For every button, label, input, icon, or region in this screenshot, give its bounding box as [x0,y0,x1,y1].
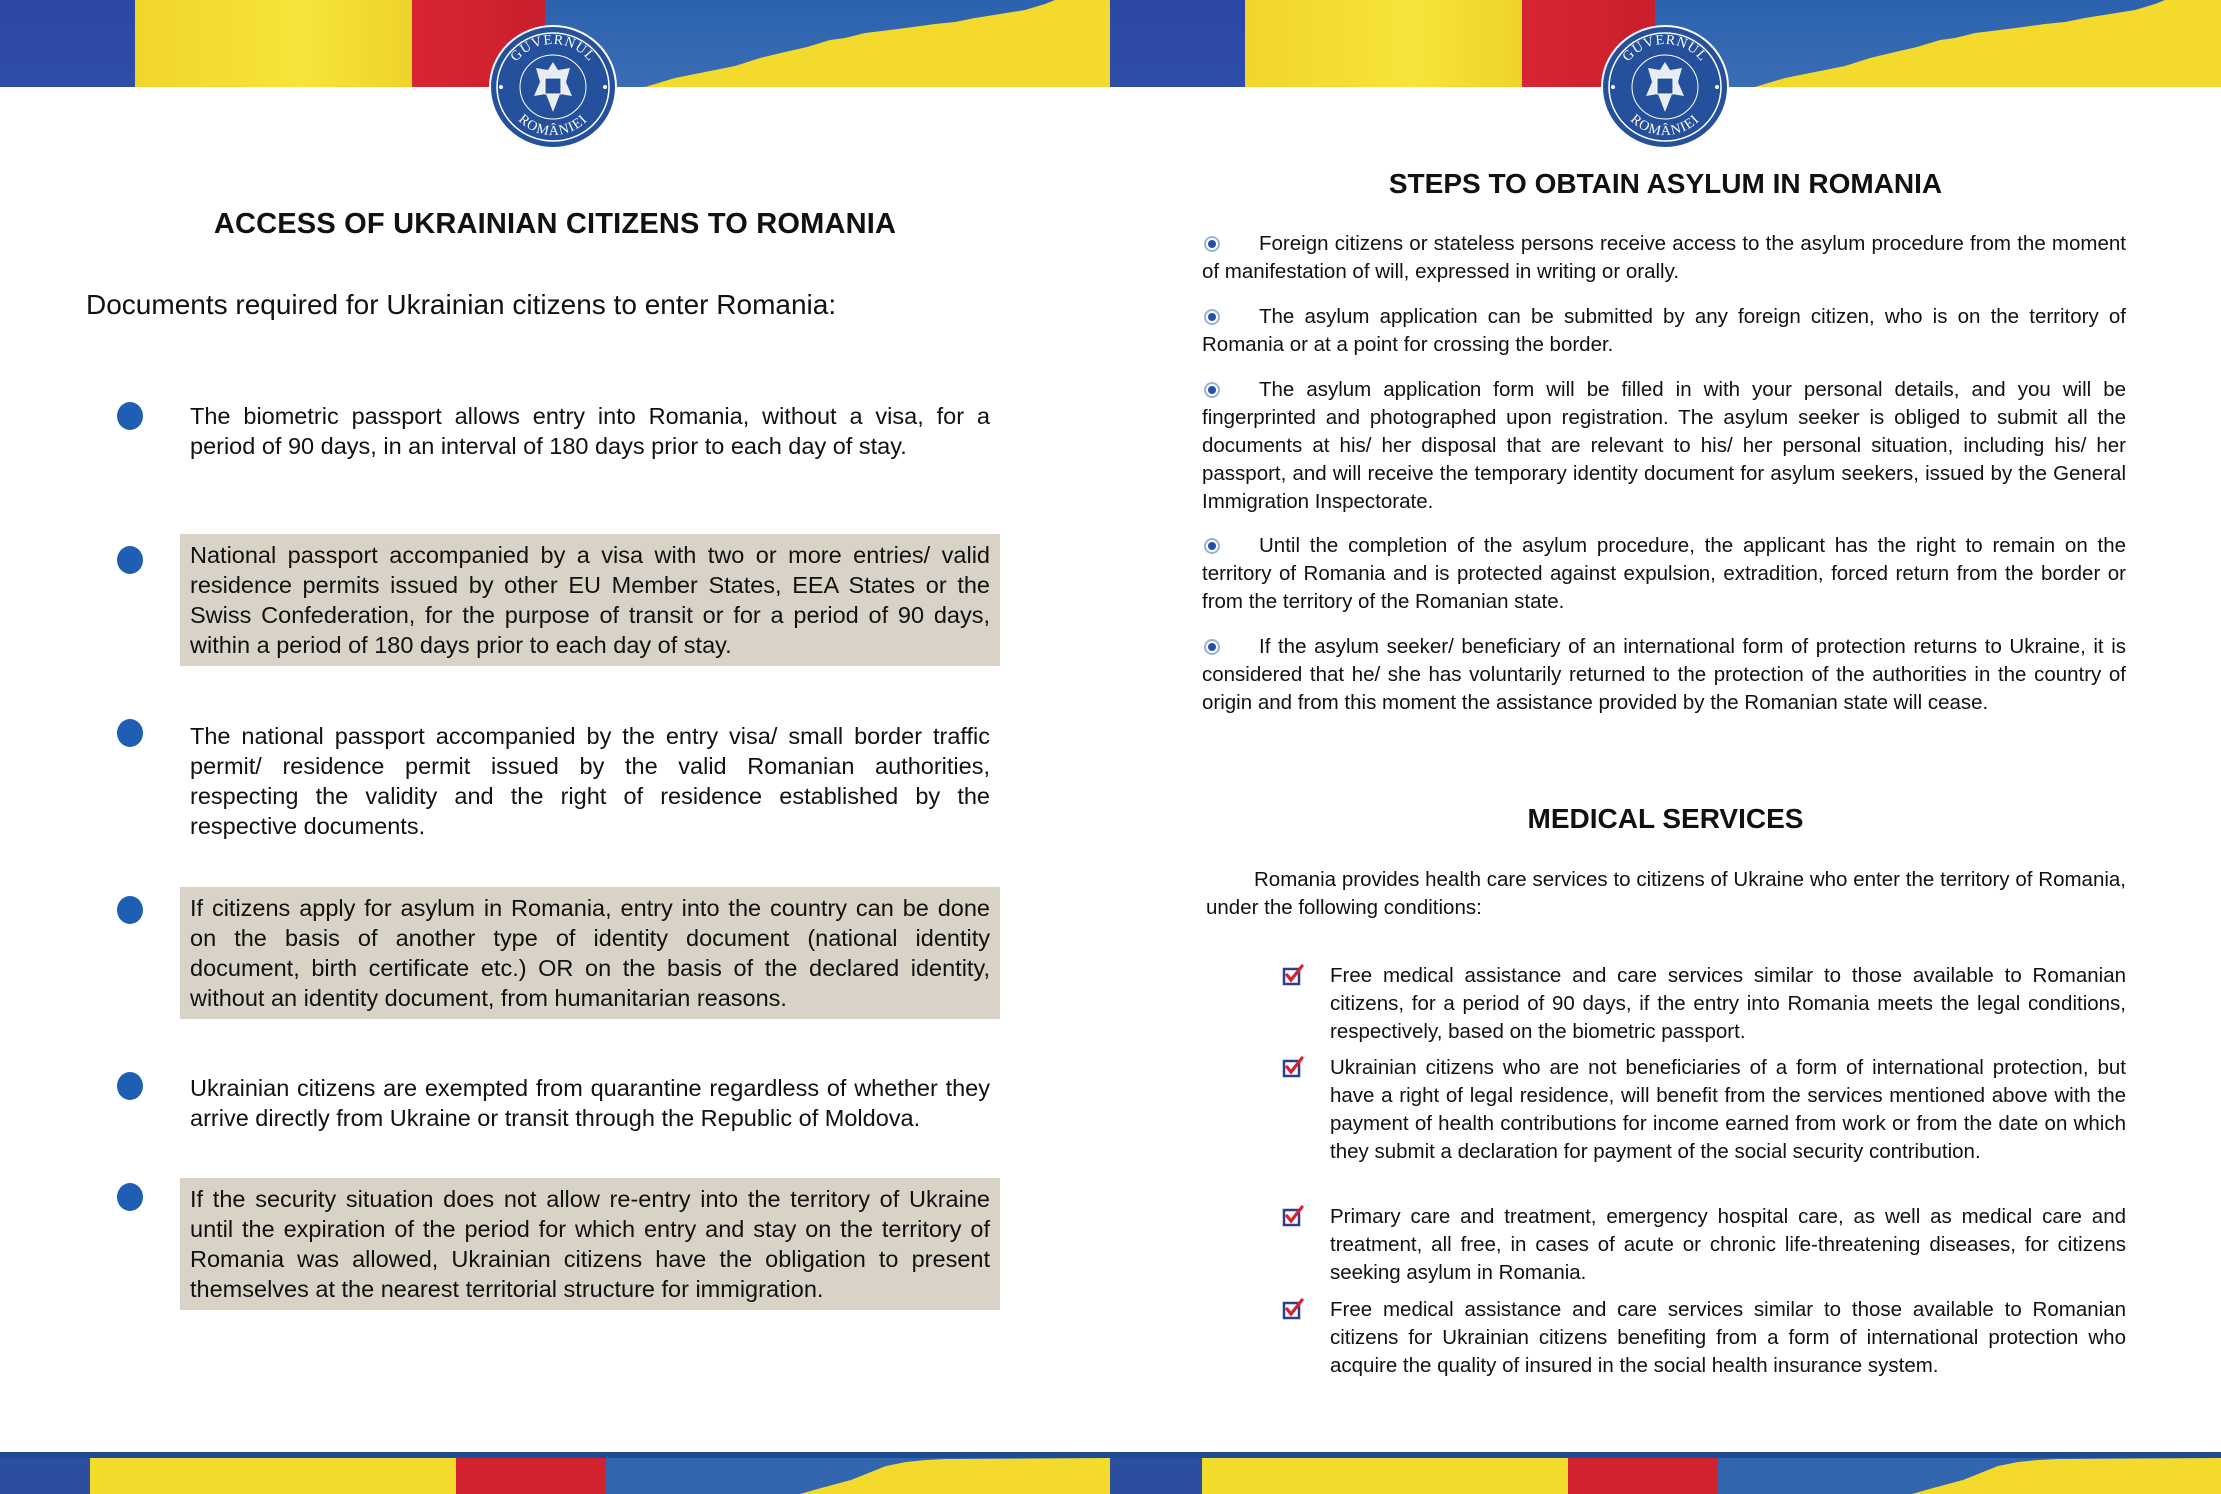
page-title-access: ACCESS OF UKRAINIAN CITIZENS TO ROMANIA [213,208,897,240]
romania-flag-blue-stripe [0,0,135,87]
checkbox-checked-icon [1282,1298,1304,1320]
svg-text:ROMÂNIEI: ROMÂNIEI [515,111,591,140]
government-seal-icon [488,24,618,150]
medical-item: Primary care and treatment, emergency hospital care, as well as medical care and treatment, all free, in cases of acute or chronic life-threatening diseases, for citizens seeking asylum in Romania. [1330,1205,2126,1284]
left-page [0,0,1110,1494]
romania-flag-yellow-stripe [1245,0,1525,87]
medical-item: Free medical assistance and care services similar to those available to Romanian citizens for Ukrainian citizens benefiting from a form of international protection who acquire the quality of insured in the social health insurance system. [1330,1298,2126,1377]
asylum-step: The asylum application can be submitted by any foreign citizen, who is on the territory of Romania or at a point for crossing the border. [1202,305,2126,356]
svg-text:GUVERNUL: GUVERNUL [507,32,599,65]
romania-flag-blue-stripe [1110,0,1245,87]
medical-item: Ukrainian citizens who are not beneficiaries of a form of international protection, but have a right of legal residence, will benefit from the services mentioned above with the payment of health contributions for income earned from work or from the date on which they submit a declaration for payment of the social security contribution. [1330,1056,2126,1163]
document-item: The national passport accompanied by the entry visa/ small border traffic permit/ residence permit issued by the valid Romanian authorities, respecting the validity and the right of residence established by the respective documents. [190,723,990,839]
svg-text:ROMÂNIEI: ROMÂNIEI [1627,111,1703,140]
checkbox-checked-icon [1282,1056,1304,1078]
romania-flag-yellow-stripe [90,1458,458,1494]
bullet-icon [117,1183,143,1211]
asylum-step: If the asylum seeker/ beneficiary of an international form of protection returns to Ukraine, it is considered that he/ she has voluntarily returned to the protection of the authorities in the country of origin and from this moment the assistance provided by the Romanian state will cease. [1202,635,2126,714]
svg-text:GUVERNUL: GUVERNUL [1619,32,1711,65]
flag-banner-bottom [0,1452,1110,1494]
ukraine-flag-yellow [1655,0,2221,87]
romania-flag-red-stripe [456,1458,608,1494]
bullet-icon [117,402,143,430]
bullet-icon [117,1072,143,1100]
asylum-step: Until the completion of the asylum procedure, the applicant has the right to remain on the territory of Romania and is protected against expulsion, extradition, forced return from the border or from the territory of the Romanian state. [1202,534,2126,613]
government-seal-icon [1600,24,1730,150]
checkbox-checked-icon [1282,1205,1304,1227]
romania-flag-red-stripe [1568,1458,1720,1494]
bullet-icon [117,896,143,924]
medical-intro: Romania provides health care services to citizens of Ukraine who enter the territory of Romania, under the following conditions: [1206,868,2126,919]
right-page [1110,0,2221,1494]
bullet-icon [117,719,143,747]
romania-flag-yellow-stripe [135,0,415,87]
medical-item: Free medical assistance and care services similar to those available to Romanian citizens, for a period of 90 days, if the entry into Romania meets the legal conditions, respectively, based on the biometric passport. [1330,964,2126,1043]
documents-intro: Documents required for Ukrainian citizens to enter Romania: [86,289,837,320]
section-title-asylum: STEPS TO OBTAIN ASYLUM IN ROMANIA [1388,168,1943,199]
section-title-medical: MEDICAL SERVICES [1527,803,1804,834]
document-item: If the security situation does not allow re-entry into the territory of Ukraine until the expiration of the period for which entry and stay on the territory of Romania was allowed, Ukrainian citizens have the obligation to present themselves at the nearest territorial structure for immigration. [180,1178,1000,1310]
flag-banner-bottom [1110,1452,2221,1494]
bullet-icon [117,546,143,574]
document-item: If citizens apply for asylum in Romania, entry into the country can be done on the basis of another type of identity document (national identity document, birth certificate etc.) OR on the basis of the declared identity, without an identity document, from humanitarian reasons. [180,887,1000,1019]
asylum-step: The asylum application form will be filled in with your personal details, and you will be fingerprinted and photographed upon registration. The asylum seeker is obliged to submit all the documents at his/ her disposal that are relevant to his/ her personal situation, including his/ her passport, and will receive the temporary identity document for asylum seekers, issued by the General Immigration Inspectorate. [1202,378,2126,513]
asylum-step: Foreign citizens or stateless persons receive access to the asylum procedure from the moment of manifestation of will, expressed in writing or orally. [1202,232,2126,283]
document-item: National passport accompanied by a visa with two or more entries/ valid residence permits issued by other EU Member States, EEA States or the Swiss Confederation, for the purpose of transit or for a period of 90 days, within a period of 180 days prior to each day of stay. [180,534,1000,666]
document-item: Ukrainian citizens are exempted from quarantine regardless of whether they arrive directly from Ukraine or transit through the Republic of Moldova. [190,1075,990,1131]
document-item: The biometric passport allows entry into Romania, without a visa, for a period of 90 days, in an interval of 180 days prior to each day of stay. [190,403,990,459]
romania-flag-yellow-stripe [1202,1458,1570,1494]
ukraine-flag-yellow [545,0,1110,87]
ukraine-flag-yellow [1718,1458,2221,1494]
ukraine-flag-yellow [606,1458,1110,1494]
checkbox-checked-icon [1282,964,1304,986]
